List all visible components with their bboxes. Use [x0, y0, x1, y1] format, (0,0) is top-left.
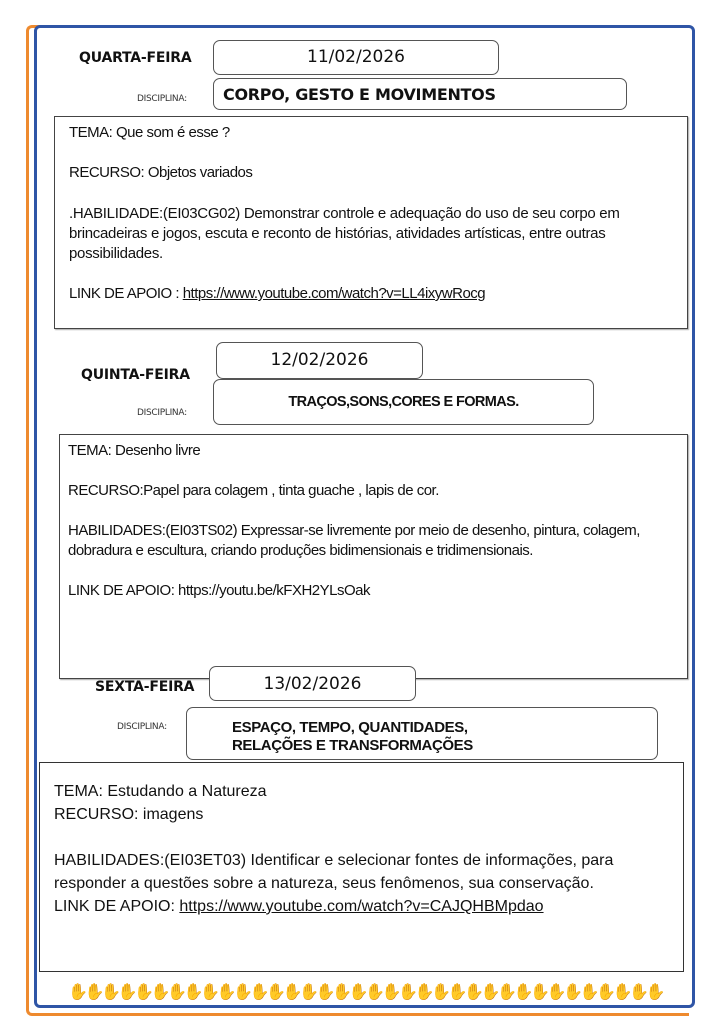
handprint-group	[332, 984, 402, 1002]
link-line	[68, 581, 679, 601]
handprint-group	[266, 984, 336, 1002]
hand-print-icon: ✋	[167, 984, 187, 1001]
discipline-label: DISCIPLINA:	[117, 722, 167, 732]
hand-print-icon: ✋	[480, 984, 501, 1001]
handprint-group	[200, 984, 270, 1002]
handprint-group	[464, 984, 534, 1002]
recurso-text: RECURSO: imagens	[54, 806, 204, 823]
weekday-label: QUARTA-FEIRA	[79, 50, 192, 66]
link-line	[54, 895, 669, 918]
discipline-label: DISCIPLINA:	[137, 94, 187, 104]
habilidade-text: HABILIDADES:(EI03TS02) Expressar-se livremente por meio de desenho, pintura, colagem, dobradura e escultura, criando produções bidimensionais e tridimensionais.	[68, 522, 640, 559]
recurso-text: RECURSO: Objetos variados	[69, 164, 253, 181]
hand-print-icon: ✋	[233, 984, 253, 1001]
hand-print-icon: ✋	[497, 984, 517, 1001]
support-link[interactable]: https://www.youtube.com/watch?v=CAJQHBMpdao	[179, 898, 544, 915]
discipline-line-2: RELAÇÕES E TRANSFORMAÇÕES	[232, 737, 473, 754]
support-link[interactable]: https://youtu.be/kFXH2YLsOak	[178, 582, 370, 599]
date-field[interactable]: 13/02/2026	[209, 666, 416, 701]
discipline-label: DISCIPLINA:	[137, 408, 187, 418]
hand-print-icon: ✋	[183, 984, 204, 1001]
link-label: LINK DE APOIO:	[68, 582, 179, 599]
recurso-text: RECURSO:Papel para colagem , tinta guache , lapis de cor.	[68, 482, 439, 499]
link-line	[69, 284, 673, 304]
hand-print-icon: ✋	[249, 984, 270, 1001]
hand-print-icon: ✋	[365, 984, 385, 1001]
hand-print-icon: ✋	[332, 984, 352, 1001]
hand-print-icon: ✋	[431, 984, 451, 1001]
handprint-group	[530, 984, 600, 1002]
hand-print-icon: ✋	[117, 984, 138, 1001]
habilidade-text: .HABILIDADE:(EI03CG02) Demonstrar controle e adequação do uso de seu corpo em brincadeiras e jogos, escuta e reconto de histórias, atividades artísticas, entre outras possibilidades.	[69, 205, 620, 262]
hand-print-icon: ✋	[150, 984, 171, 1001]
tema-text: TEMA: Que som é esse ?	[69, 124, 230, 141]
discipline-field[interactable]	[213, 379, 594, 425]
link-label: LINK DE APOIO :	[69, 285, 183, 302]
hand-print-icon: ✋	[629, 984, 649, 1001]
handprint-group	[134, 984, 204, 1002]
tema-text: TEMA: Estudando a Natureza	[54, 783, 267, 800]
hand-print-icon: ✋	[348, 984, 369, 1001]
link-label: LINK DE APOIO:	[54, 898, 180, 915]
hand-print-icon: ✋	[282, 984, 303, 1001]
hand-print-icon: ✋	[200, 984, 220, 1001]
hand-print-icon: ✋	[381, 984, 402, 1001]
weekday-label: SEXTA-FEIRA	[95, 679, 195, 695]
habilidade-text: HABILIDADES:(EI03ET03) Identificar e selecionar fontes de informações, para responder a questões sobre a natureza, seus fenômenos, sua conservação.	[54, 852, 614, 892]
hand-print-icon: ✋	[645, 984, 666, 1001]
lesson-content-box	[39, 762, 684, 972]
hand-print-icon: ✋	[68, 984, 88, 1001]
date-field[interactable]: 11/02/2026	[213, 40, 499, 75]
hand-print-icon: ✋	[563, 984, 583, 1001]
tema-text: TEMA: Desenho livre	[68, 442, 201, 459]
weekday-label: QUINTA-FEIRA	[81, 367, 190, 383]
lesson-content-box	[59, 434, 688, 679]
date-field[interactable]: 12/02/2026	[216, 342, 423, 379]
handprint-group	[596, 984, 666, 1002]
hand-print-icon: ✋	[266, 984, 286, 1001]
hand-print-icon: ✋	[101, 984, 121, 1001]
discipline-field[interactable]	[186, 707, 658, 760]
discipline-field[interactable]	[213, 78, 627, 110]
hand-print-icon: ✋	[530, 984, 550, 1001]
discipline-line-1: ESPAÇO, TEMPO, QUANTIDADES,	[232, 719, 468, 736]
hand-print-icon: ✋	[414, 984, 435, 1001]
lesson-content-box	[54, 116, 688, 329]
hand-print-icon: ✋	[513, 984, 534, 1001]
handprint-group	[68, 984, 138, 1002]
hand-print-icon: ✋	[299, 984, 319, 1001]
handprint-border-decoration	[68, 984, 666, 1002]
hand-print-icon: ✋	[612, 984, 633, 1001]
handprint-group	[398, 984, 468, 1002]
discipline-value	[232, 719, 473, 755]
discipline-value: TRAÇOS,SONS,CORES E FORMAS.	[288, 394, 519, 410]
discipline-value: CORPO, GESTO E MOVIMENTOS	[223, 85, 496, 104]
hand-print-icon: ✋	[315, 984, 336, 1001]
hand-print-icon: ✋	[546, 984, 567, 1001]
hand-print-icon: ✋	[134, 984, 154, 1001]
hand-print-icon: ✋	[579, 984, 600, 1001]
hand-print-icon: ✋	[84, 984, 105, 1001]
hand-print-icon: ✋	[447, 984, 468, 1001]
hand-print-icon: ✋	[398, 984, 418, 1001]
support-link[interactable]: https://www.youtube.com/watch?v=LL4ixywRocg	[182, 285, 486, 302]
hand-print-icon: ✋	[216, 984, 237, 1001]
hand-print-icon: ✋	[464, 984, 484, 1001]
hand-print-icon: ✋	[596, 984, 616, 1001]
